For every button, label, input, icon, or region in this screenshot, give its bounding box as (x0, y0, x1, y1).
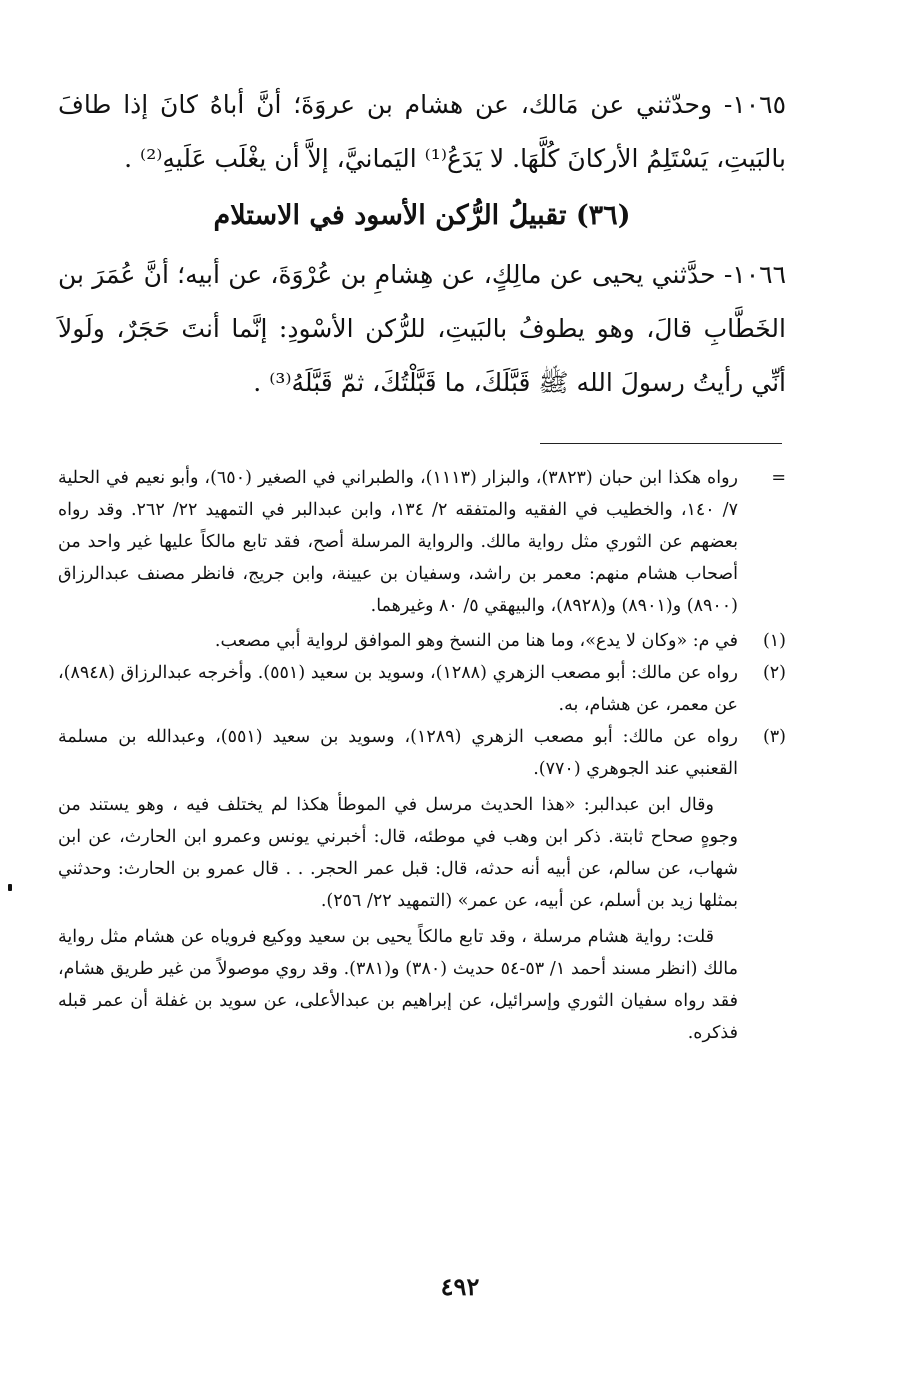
footnote-3-mark: (٣) (762, 727, 786, 747)
footnote-3-comment: قلت: رواية هشام مرسلة ، وقد تابع مالكاً يحيى بن سعيد ووكيع فروياه عن هشام مثل رواية مالك (انظر مسند أحمد ١/ ٥٣-٥٤ حديث (٣٨٠) و(٣٨١). وقد روي موصولاً من غير طريق هشام، فقد رواه سفيان الثوري وإسرائيل، عن إبراهيم بن عبدالأعلى، عن سويد بن غفلة أن عمر قبله فذكره. (58, 927, 738, 1043)
continuation-text: رواه هكذا ابن حبان (٣٨٢٣)، والبزار (١١١٣)، والطبراني في الصغير (٦٥٠)، وأبو نعيم في الحلية ٧/ ١٤٠، والخطيب في الفقيه والمتفقه ٢/ ١٣٤، وابن عبدالبر في التمهيد ٢٢/ ٢٦٢. وقد رواه بعضهم عن الثوري مثل رواية مالك. والرواية المرسلة أصح، فقد تابع مالكاً عليها غير واحد من أصحاب هشام منهم: معمر بن راشد، وسفيان بن عيينة، وابن جريج، فانظر مصنف عبدالرزاق (٨٩٠٠) و(٨٩٠١) و(٨٩٢٨)، والبيهقي ٥/ ٨٠ وغيرهما. (58, 468, 738, 616)
footnote-2 (58, 657, 786, 721)
footnote-3-quote: وقال ابن عبدالبر: «هذا الحديث مرسل في الموطأ هكذا لم يختلف فيه ، وهو يستند من وجوهٍ صحاح ثابتة. ذكر ابن وهب في موطئه، قال: أخبرني يونس وعمرو ابن الحارث، عن ابن شهاب، عن سالم، عن أبيه أنه حدثه، قال: قبل عمر الحجر. . . قال عمرو بن الحارث: وحدثني بمثلها زيد بن أسلم، عن أبيه، عن عمر» (التمهيد ٢٢/ ٢٥٦). (58, 795, 738, 911)
footnote-2-mark: (٢) (762, 663, 786, 683)
hadith-1065: ١٠٦٥- وحدّثني عن مَالك، عن هشام بن عروَةَ؛ أنَّ أباهُ كانَ إذا طافَ بالبَيتِ، يَسْتَلِمُ الأركانَ كُلَّهَا. لا يَدَعُ⁽¹⁾ اليَمانيَّ، إلاَّ أن يغْلَب عَلَيهِ⁽²⁾ . (58, 90, 786, 173)
page-number: ٤٩٢ (440, 1272, 480, 1301)
scan-mark (8, 884, 12, 891)
footnote-1-mark: (١) (762, 631, 786, 651)
hadith-1066: ١٠٦٦- حدَّثني يحيى عن مالِكٍ، عن هِشامِ بن عُرْوَةَ، عن أبيه؛ أنَّ عُمَرَ بن الخَطَّابِ قالَ، وهو يطوفُ بالبَيتِ، للرُّكن الأسْودِ: إنَّما أنتَ حَجَرٌ، ولَولاَ أنِّي رأيتُ رسولَ الله ﷺ قَبَّلَكَ، ما قَبَّلْتُكَ، ثمّ قَبَّلَهُ⁽³⁾ . (58, 260, 786, 397)
footnote-2-text: رواه عن مالك: أبو مصعب الزهري (١٢٨٨)، وسويد بن سعيد (٥٥١). وأخرجه عبدالرزاق (٨٩٤٨)، عن معمر، عن هشام، به. (58, 663, 739, 715)
footnote-continuation (58, 462, 786, 622)
footnote-1 (58, 625, 786, 657)
footnotes (58, 462, 786, 1049)
footnote-3-text: رواه عن مالك: أبو مصعب الزهري (١٢٨٩)، وسويد بن سعيد (٥٥١)، وعبدالله بن مسلمة القعنبي عند الجوهري (٧٧٠). (58, 727, 738, 779)
chapter-heading: (٣٦) تقبيلُ الرُّكن الأسود في الاستلام (213, 200, 631, 231)
continuation-mark: = (771, 468, 786, 488)
footnote-separator (540, 443, 782, 444)
footnote-1-text: في م: «وكان لا يدع»، وما هنا من النسخ وهو الموافق لرواية أبي مصعب. (214, 631, 738, 651)
footnote-3 (58, 721, 786, 785)
main-text (58, 78, 786, 410)
